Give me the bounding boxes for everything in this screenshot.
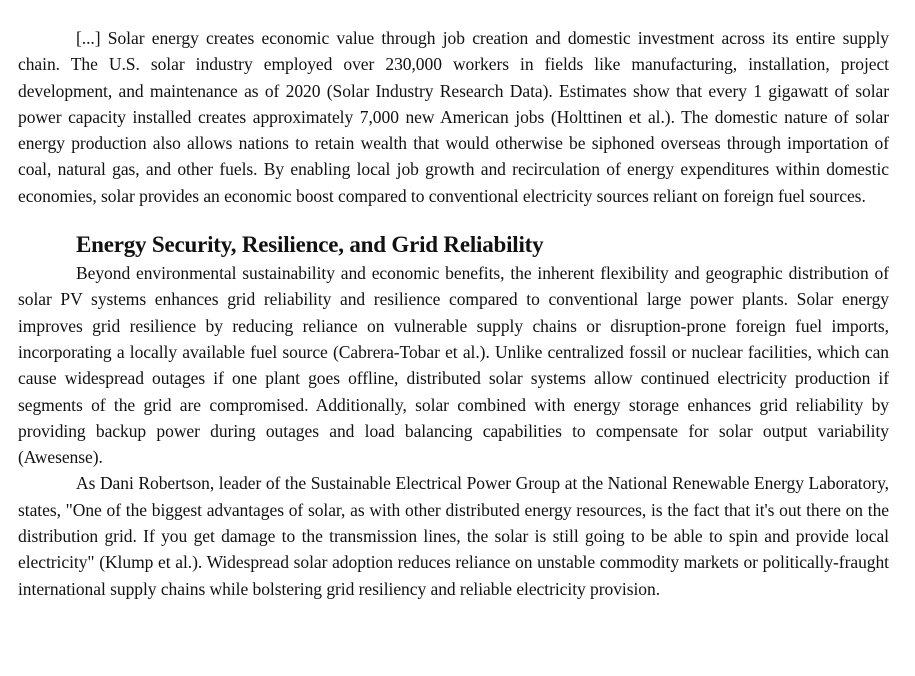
paragraph-economic-value: [...] Solar energy creates economic value through job creation and domestic investment across its entire supply chain. The U.S. solar industry employed over 230,000 workers in fields like manufacturing, installation, project development, and maintenance as of 2020 (Solar Industry Research Data). Estimates show that every 1 gigawatt of solar power capacity installed creates approximately 7,000 new American jobs (Holttinen et al.). The domestic nature of solar energy production also allows nations to retain wealth that would otherwise be siphoned overseas through importation of coal, natural gas, and other fuels. By enabling local job growth and recirculation of energy expenditures within domestic economies, solar provides an economic boost compared to conventional electricity sources reliant on foreign fuel sources. (18, 28, 889, 206)
section-heading: Energy Security, Resilience, and Grid Reliability (76, 232, 544, 258)
document-page (18, 25, 889, 602)
paragraph-robertson-quote: As Dani Robertson, leader of the Sustainable Electrical Power Group at the National Renewable Energy Laboratory, states, "One of the biggest advantages of solar, as with other distributed energy resources, is the fact that it's out there on the distribution grid. If you get damage to the transmission lines, the solar is still going to be able to spin and provide local electricity" (Klump et al.). Widespread solar adoption reduces reliance on unstable commodity markets or politically-fraught international supply chains while bolstering grid resiliency and reliable electricity provision. (18, 473, 889, 599)
paragraph-grid-reliability: Beyond environmental sustainability and economic benefits, the inherent flexibility and geographic distribution of solar PV systems enhances grid reliability and resilience compared to conventional large power plants. Solar energy improves grid resilience by reducing reliance on vulnerable supply chains or disruption-prone foreign fuel imports, incorporating a locally available fuel source (Cabrera-Tobar et al.). Unlike centralized fossil or nuclear facilities, which can cause widespread outages if one plant goes offline, distributed solar systems allow continued electricity production if segments of the grid are compromised. Additionally, solar combined with energy storage enhances grid reliability by providing backup power during outages and load balancing capabilities to compensate for solar output variability (Awesense). (18, 263, 889, 468)
